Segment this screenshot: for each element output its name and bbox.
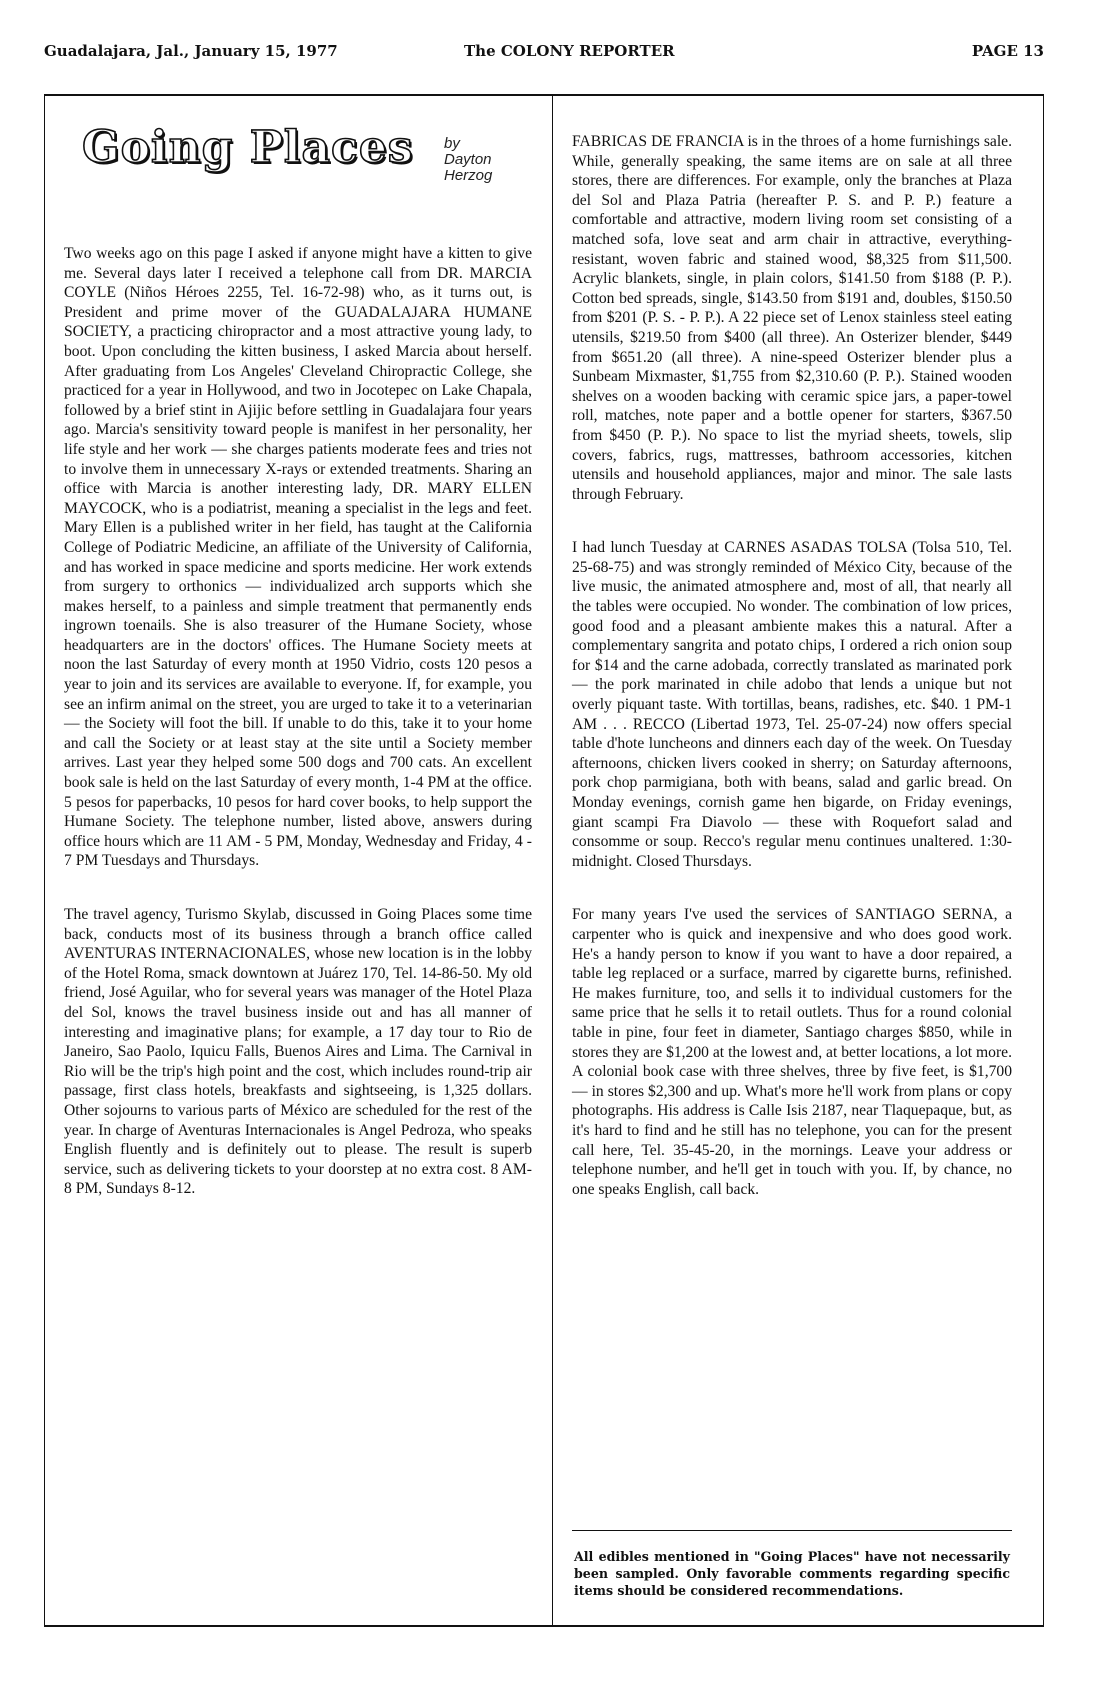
- page-number: PAGE 13: [971, 42, 1044, 60]
- column-title: Going Places: [82, 122, 414, 173]
- humane-society-paragraph: Two weeks ago on this page I asked if anyone might have a kitten to give me. Several days later I received a telephone call from DR. MARCIA COYLE (Niños Héroes 2255, Tel. 16-72-98) who, as it turns out, is President and prime mover of the GUADALAJARA HUMANE SOCIETY, a practicing chiropractor and a most attractive young lady, to boot. Upon concluding the kitten business, I asked Marcia about herself. After graduating from Los Angeles' Cleveland Chiropractic College, she practiced for a year in Hollywood, and two in Jocotepec on Lake Chapala, followed by a brief stint in Ajijic before settling in Guadalajara four years ago. Marcia's sensitivity toward people is manifest in her personality, her life style and her work — she charges patients moderate fees and tries not to involve them in unnecessary X-rays or extended treatments. Sharing an office with Marcia is another interesting lady, DR. MARY ELLEN MAYCOCK, who is a podiatrist, meaning a specialist in the legs and feet. Mary Ellen is a published writer in her field, has taught at the California College of Podiatric Medicine, an affiliate of the University of California, and has worked in space medicine and sports medicine. Her work extends from surgery to orthonics — individualized arch supports which she makes herself, to a painless and simple treatment that permanently ends ingrown toenails. She is also treasurer of the Humane Society, whose headquarters are in the doctors' offices. The Humane Society meets at noon the last Saturday of every month at 1950 Vidrio, costs 120 pesos a year to join and its services are available to everyone. If, for example, you see an infirm animal on the street, you are urged to take it to a veterinarian — the Society will foot the bill. If unable to do this, take it to your home and call the Society or at least stay at the site until a Society member arrives. Last year they helped some 500 dogs and 700 cats. An excellent book sale is held on the last Saturday of every month, 1-4 PM at the office. 5 pesos for paperbacks, 10 pesos for hard cover books, to help support the Humane Society. The telephone number, listed above, answers during office hours which are 11 AM - 5 PM, Monday, Wednesday and Friday, 4 - 7 PM Tuesdays and Thursdays.: [64, 245, 532, 870]
- newspaper-name: The COLONY REPORTER: [464, 42, 675, 60]
- carpenter-paragraph: For many years I've used the services of SANTIAGO SERNA, a carpenter who is quick and inexpensive and who does good work. He's a handy person to know if you want to have a door repaired, a table leg replaced or a surface, marred by cigarette burns, refinished. He makes furniture, too, and sells it to individual customers for the same price that he sells it to retail outlets. Thus for a round colonial table in pine, four feet in diameter, Santiago charges $850, while in stores they are $1,200 at the lowest and, at better locations, a lot more. A colonial book case with three shelves, three by five feet, is $1,700 — in stores $2,300 and up. What's more he'll work from plans or copy photographs. His address is Calle Isis 2187, near Tlaquepaque, but, as it's hard to find and he still has no telephone, you can for the present call here, Tel. 35-45-20, in the mornings. Leave your address or telephone number, and he'll get in touch with you. If, by chance, no one speaks English, call back.: [572, 906, 1012, 1198]
- bottom-rule: [44, 1625, 1044, 1627]
- disclaimer-rule: [572, 1530, 1012, 1531]
- travel-agency-paragraph: The travel agency, Turismo Skylab, discussed in Going Places some time back, conducts most of its business through a branch office called AVENTURAS INTERNACIONALES, whose new location is in the lobby of the Hotel Roma, smack downtown at Juárez 170, Tel. 14-86-50. My old friend, José Aguilar, who for several years was manager of the Hotel Plaza del Sol, knows the travel business inside out and has all manner of interesting and imaginative plans; for example, a 17 day tour to Rio de Janeiro, Sao Paolo, Iquicu Falls, Buenos Aires and Lima. The Carnival in Rio will be the trip's high point and the cost, which includes round-trip air passage, first class hotels, breakfasts and sightseeing, is 1,325 dollars. Other sojourns to various parts of México are scheduled for the rest of the year. In charge of Aventuras Internacionales is Angel Pedroza, who speaks English fluently and is definitely out to please. The result is superb service, such as delivering tickets to your doorstep at no extra cost. 8 AM-8 PM, Sundays 8-12.: [64, 906, 532, 1198]
- fabricas-paragraph: FABRICAS DE FRANCIA is in the throes of a home furnishings sale. While, generally speaking, the same items are on sale at all three stores, there are differences. For example, only the branches at Plaza del Sol and Plaza Patria (hereafter P. S. and P. P.) feature a comfortable and attractive, modern living room set consisting of a matched sofa, love seat and arm chair in attractive, everything-resistant, woven fabric and stained wood, $8,325 from $11,500. Acrylic blankets, single, in plain colors, $141.50 from $188 (P. P.). Cotton bed spreads, single, $143.50 from $191 and, doubles, $150.50 from $201 (P. S. - P. P.). A 22 piece set of Lenox stainless steel eating utensils, $219.50 from $400 (all three). An Osterizer blender, $449 from $651.20 (all three). A nine-speed Osterizer blender plus a Sunbeam Mixmaster, $1,755 from $2,310.60 (P. P.). Stained wooden shelves on a wooden backing with ceramic spice jars, a paper-towel roll, matches, note paper and a bottle opener for starters, $367.50 from $450 (P. P.). No space to list the myriad sheets, towels, slip covers, fabrics, rugs, mattresses, bathroom accessories, kitchen utensils and household appliances, major and minor. The sale lasts through February.: [572, 133, 1012, 503]
- disclaimer: All edibles mentioned in "Going Places" have not necessarily been sampled. Only favorable comments regarding specific items should be considered recommendations.: [574, 1549, 1010, 1598]
- column-logo: [64, 122, 532, 244]
- masthead: [44, 38, 1044, 62]
- right-column: [572, 132, 1012, 1219]
- byline-first-name: Dayton: [444, 151, 492, 168]
- byline-by: by: [444, 135, 460, 152]
- right-border: [1043, 96, 1044, 1626]
- byline-last-name: Herzog: [444, 167, 493, 184]
- byline: [444, 136, 492, 184]
- top-rule: [44, 94, 1044, 96]
- column-divider: [552, 96, 553, 1626]
- left-border: [44, 96, 45, 1626]
- dateline: Guadalajara, Jal., January 15, 1977: [44, 42, 338, 60]
- left-column: [64, 122, 532, 1219]
- restaurants-paragraph: I had lunch Tuesday at CARNES ASADAS TOLSA (Tolsa 510, Tel. 25-68-75) and was strongly reminded of México City, because of the live music, the animated atmosphere and, most of all, that nearly all the tables were occupied. No wonder. The combination of low prices, good food and a pleasant ambiente makes this a natural. After a complementary sangrita and potato chips, I ordered a rich onion soup for $14 and the carne adobada, correctly translated as marinated pork — the pork marinated in chile adobo that lends a unique but not overly piquant taste. With tortillas, beans, radishes, etc. $40. 1 PM-1 AM . . . RECCO (Libertad 1973, Tel. 25-07-24) now offers special table d'hote luncheons and dinners each day of the week. On Tuesday afternoons, chicken livers cooked in sherry; on Saturday afternoons, pork chop parmigiana, both with beans, salad and garlic bread. On Monday evenings, cornish game hen bigarde, on Friday evenings, giant scampi Fra Diavolo — these with Roquefort salad and consomme or soup. Recco's regular menu continues unaltered. 1:30-midnight. Closed Thursdays.: [572, 539, 1012, 870]
